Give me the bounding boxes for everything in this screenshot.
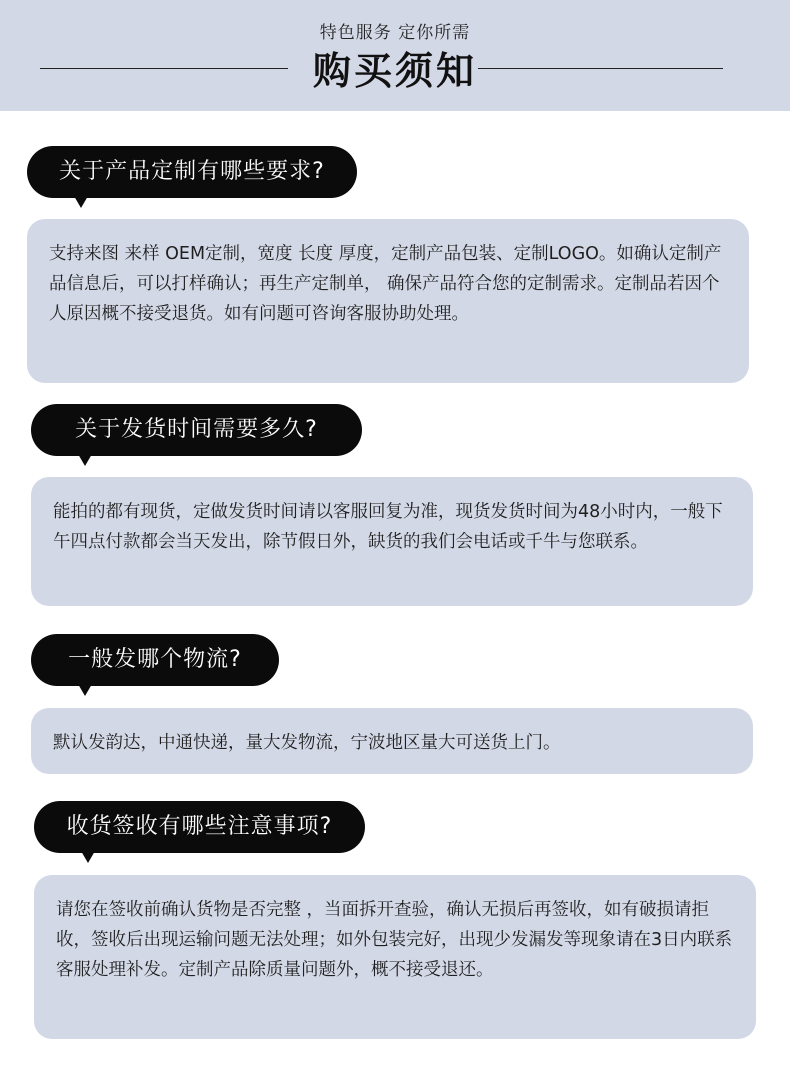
question-bubble-1 [27, 146, 357, 198]
question-bubble-3 [31, 634, 279, 686]
question-bubble-2 [31, 404, 362, 456]
answer-text: 默认发韵达，中通快递，量大发物流，宁波地区量大可送货上门。 [53, 733, 561, 753]
answer-card-2 [31, 477, 753, 606]
question-text: 一般发哪个物流? [68, 647, 242, 672]
bubble-tail [78, 684, 92, 696]
question-text: 关于产品定制有哪些要求? [59, 159, 325, 184]
bubble-tail [81, 851, 95, 863]
question-text: 收货签收有哪些注意事项? [66, 814, 333, 839]
answer-text: 能拍的都有现货，定做发货时间请以客服回复为准，现货发货时间为48小时内，一般下午四点付款都会当天发出，除节假日外，缺货的我们会电话或千牛与您联系。 [53, 502, 723, 552]
answer-text: 请您在签收前确认货物是否完整 ，当面拆开查验，确认无损后再签收，如有破损请拒收，签收后出现运输问题无法处理；如外包装完好，出现少发漏发等现象请在3日内联系客服处理补发。定制产品除质量问题外，概不接受退还。 [56, 900, 733, 980]
bubble-tail [78, 454, 92, 466]
answer-card-3 [31, 708, 753, 774]
question-bubble-4 [34, 801, 365, 853]
header-subtitle: 特色服务 定你所需 [319, 23, 471, 43]
page-title: 购买须知 [312, 49, 477, 93]
header-banner [0, 0, 790, 111]
answer-text: 支持来图 来样 OEM定制，宽度 长度 厚度，定制产品包装、定制LOGO。如确认定制产品信息后，可以打样确认；再生产定制单， 确保产品符合您的定制需求。定制品若因个人原因概不接受退货。如有问题可咨询客服协助处理。 [49, 244, 722, 324]
header-rule-right [478, 68, 723, 69]
question-text: 关于发货时间需要多久? [75, 417, 318, 442]
bubble-tail [74, 196, 88, 208]
answer-card-1 [27, 219, 749, 383]
answer-card-4 [34, 875, 756, 1039]
